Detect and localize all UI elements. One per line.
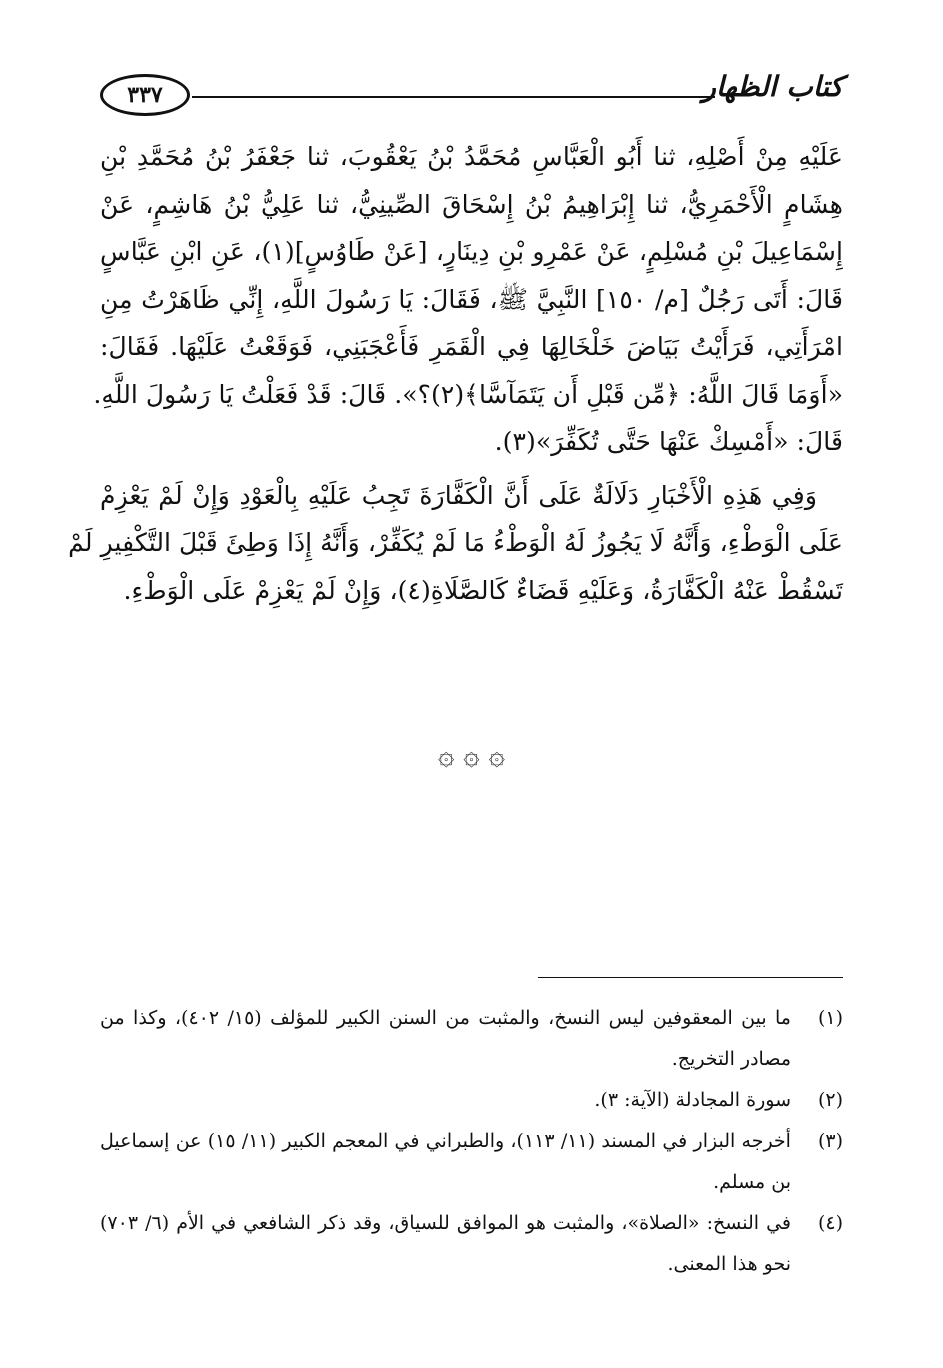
footnote-text: ما بين المعقوفين ليس النسخ، والمثبت من السنن الكبير للمؤلف (١٥/ ٤٠٢)، وكذا من مصادر التخريج. xyxy=(100,1007,791,1070)
page-header xyxy=(100,70,843,120)
paragraph-hadith xyxy=(93,133,843,466)
text-line: عَلَى الْوَطْءِ، وَأَنَّهُ لَا يَجُوزُ لَهُ الْوَطْءُ مَا لَمْ يُكَفِّرْ، وَأَنَّهُ إِذَا وَطِئَ قَبْلَ التَّكْفِيرِ لَمْ xyxy=(68,528,843,557)
main-text xyxy=(68,133,843,614)
text-line: إِسْمَاعِيلَ بْنِ مُسْلِمٍ، عَنْ عَمْرِو بْنِ دِينَارٍ، [عَنْ طَاوُسٍ](١)، عَنِ ابْنِ عَبَّاسٍ xyxy=(100,237,843,266)
section-ornament: ۞ ۞ ۞ xyxy=(437,738,506,771)
text-line: وَفِي هَذِهِ الْأَخْبَارِ دَلَالَةٌ عَلَى أَنَّ الْكَفَّارَةَ تَجِبُ عَلَيْهِ بِالْعَوْدِ وَإِنْ لَمْ يَعْزِمْ xyxy=(100,480,817,510)
text-line: امْرَأَتِي، فَرَأَيْتُ بَيَاضَ خَلْخَالِهَا فِي الْقَمَرِ فَأَعْجَبَنِي، فَوَقَعْتُ عَلَيْهَا. فَقَالَ: xyxy=(100,332,843,361)
text-line: قَالَ: «أَمْسِكْ عَنْهَا حَتَّى تُكَفِّرَ»(٣). xyxy=(494,427,843,456)
footnote-rule xyxy=(538,977,843,978)
footnote-number: (١) xyxy=(817,1007,843,1029)
text-line: «أَوَمَا قَالَ اللَّهُ: ﴿مِّن قَبْلِ أَن يَتَمَآسَّا﴾(٢)؟». قَالَ: قَدْ فَعَلْتُ يَا رَسُولَ اللَّهِ. xyxy=(93,379,843,409)
header-rule xyxy=(192,96,715,98)
running-title: كتاب الظهار xyxy=(702,70,843,103)
paragraph-commentary xyxy=(68,472,843,615)
footnote-number: (٣) xyxy=(817,1130,843,1152)
footnote-text: سورة المجادلة (الآية: ٣). xyxy=(594,1089,791,1111)
footnote-number: (٤) xyxy=(817,1212,843,1234)
text-line: هِشَامٍ الْأَحْمَرِيُّ، ثنا إِبْرَاهِيمُ بْنُ إِسْحَاقَ الصِّينِيُّ، ثنا عَلِيُّ بْنُ هَاشِمٍ، عَنْ xyxy=(100,189,843,219)
footnote-2 xyxy=(100,1080,843,1121)
footnote-text: أخرجه البزار في المسند (١١/ ١١٣)، والطبراني في المعجم الكبير (١١/ ١٥) عن إسماعيل بن مسلم. xyxy=(100,1130,791,1193)
footnote-number: (٢) xyxy=(817,1089,843,1111)
page-number: ٣٣٧ xyxy=(100,74,190,116)
footnote-text: في النسخ: «الصلاة»، والمثبت هو الموافق للسياق، وقد ذكر الشافعي في الأم (٦/ ٧٠٣) نحو هذا المعنى. xyxy=(100,1212,791,1275)
footnote-4 xyxy=(100,1203,843,1285)
footnote-1 xyxy=(100,998,843,1080)
text-line: تَسْقُطْ عَنْهُ الْكَفَّارَةُ، وَعَلَيْهِ قَضَاءٌ كَالصَّلَاةِ(٤)، وَإِنْ لَمْ يَعْزِمْ عَلَى الْوَطْءِ. xyxy=(123,575,843,605)
footnote-3 xyxy=(100,1121,843,1203)
text-line: عَلَيْهِ مِنْ أَصْلِهِ، ثنا أَبُو الْعَبَّاسِ مُحَمَّدُ بْنُ يَعْقُوبَ، ثنا جَعْفَرُ بْنُ مُحَمَّدِ بْنِ xyxy=(100,142,843,171)
footnotes xyxy=(100,998,843,1285)
text-line: قَالَ: أَتَى رَجُلٌ [م/ ١٥٠] النَّبِيَّ ﷺ، فَقَالَ: يَا رَسُولَ اللَّهِ، إِنِّي ظَاهَرْتُ مِنِ xyxy=(100,284,843,314)
